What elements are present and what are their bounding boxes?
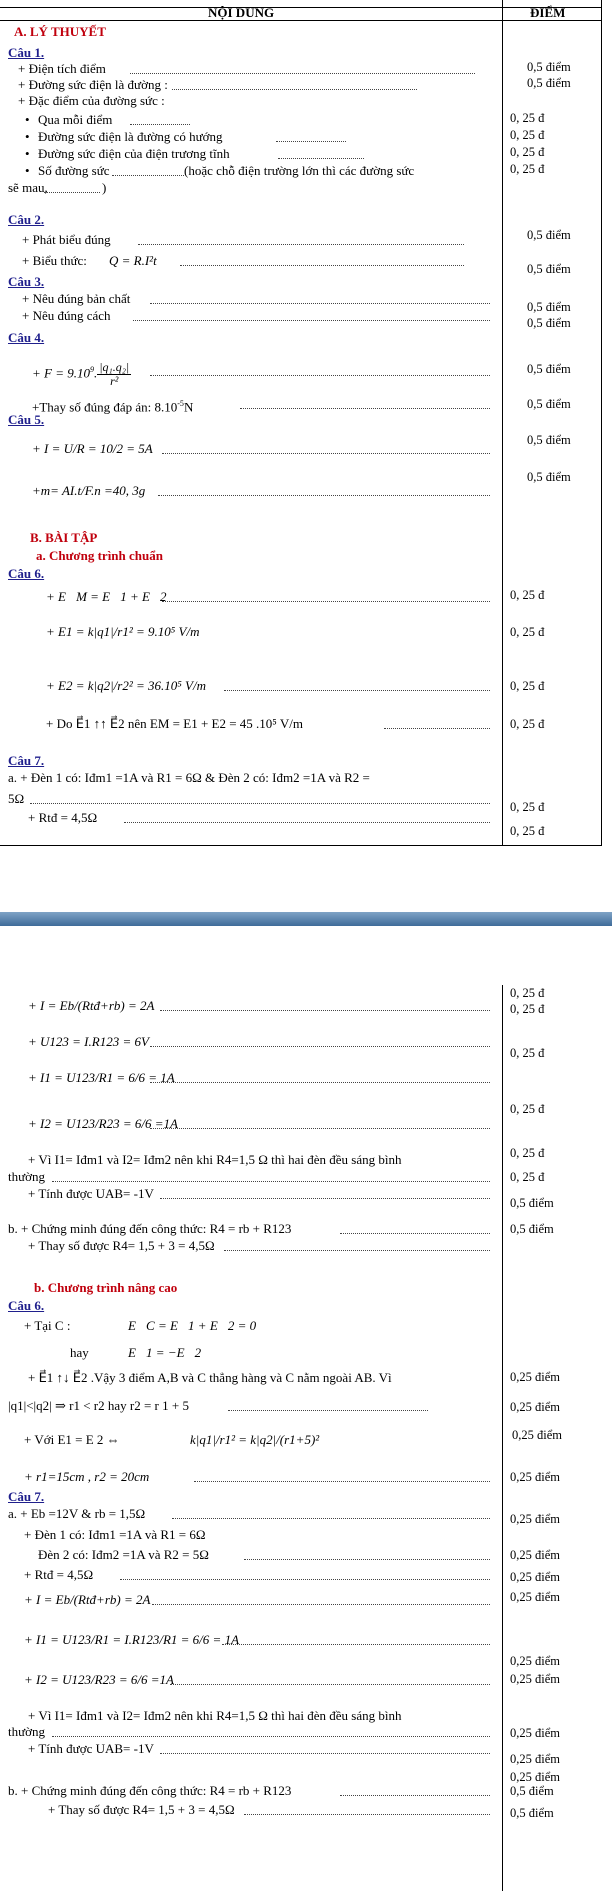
score-value: 0, 25 đ [510,824,545,838]
dotted-line [222,1644,490,1645]
dotted-line [138,244,464,245]
score-value: 0,5 điểm [527,362,571,376]
answer-line: |q1|<|q2| ⇒ r1 < r2 hay r2 = r 1 + 5 [8,1398,189,1413]
score-value: 0, 25 đ [510,1146,545,1160]
answer-line: + Điện tích điểm [18,61,106,76]
dotted-line [160,1198,490,1199]
dotted-line [228,1410,428,1411]
formula: + E2 = k|q2|/r2² = 36.10⁵ V/m [46,678,206,693]
score-value: 0,25 điểm [510,1752,560,1766]
dotted-line [172,89,417,90]
dotted-line [120,1579,490,1580]
subsection-title: b. Chương trình nâng cao [34,1280,178,1295]
answer-line: a. + Eb =12V & rb = 1,5Ω [8,1506,146,1521]
question-label: Câu 7. [8,753,45,768]
section-a-title: A. LÝ THUYẾT [14,24,106,39]
score-value: 0,25 điểm [510,1672,560,1686]
dotted-line [172,1518,490,1519]
score-value: 0, 25 đ [510,986,545,1000]
answer-line: + Biểu thức: [22,253,87,268]
score-value: 0, 25 đ [510,162,545,176]
dotted-line [52,1736,490,1737]
table-rule [0,7,601,8]
score-value: 0,5 điểm [510,1196,554,1210]
section-b-title: B. BÀI TẬP [30,530,98,545]
score-value: 0, 25 đ [510,625,545,639]
score-value: 0, 25 đ [510,111,545,125]
page-break [0,912,612,926]
dotted-line [133,320,490,321]
formula: E⃗1 = −E⃗2 [128,1345,202,1360]
dotted-line [162,601,490,602]
dotted-line [150,1046,490,1047]
dotted-line [170,1684,490,1685]
question-label: Câu 6. [8,1298,45,1313]
answer-line: b. + Chứng minh đúng đến công thức: R4 = rb + R123 [8,1783,292,1798]
answer-line: + Rtđ = 4,5Ω [24,1567,94,1582]
score-value: 0, 25 đ [510,1102,545,1116]
dotted-line [340,1795,490,1796]
dotted-line [150,375,490,376]
score-value: 0,25 điểm [510,1570,560,1584]
dotted-line [278,158,364,159]
dotted-line [224,690,490,691]
score-value: 0, 25 đ [510,1046,545,1060]
column-divider [502,985,503,1891]
score-value: 0,25 điểm [510,1512,560,1526]
answer-line: + Đường sức điện là đường : [18,77,168,92]
content-header: NỘI DUNG [208,5,275,20]
formula: k|q1|/r1² = k|q2|/(r1+5)² [190,1432,320,1447]
question-label: Câu 2. [8,212,45,227]
dotted-line [44,192,100,193]
answer-line: thường [8,1169,46,1184]
score-value: 0,25 điểm [510,1370,560,1384]
score-header: ĐIỂM [530,5,566,20]
formula: + I = Eb/(Rtđ+rb) = 2A [24,1592,151,1607]
score-value: 0,5 điểm [527,76,571,90]
answer-line: + Phát biểu đúng [22,232,111,247]
answer-line: + Vì I1= Iđm1 và I2= Iđm2 nên khi R4=1,5 Ω thì hai đèn đều sáng bình [28,1708,402,1723]
dotted-line [340,1233,490,1234]
dotted-line [244,1559,490,1560]
score-value: 0,25 điểm [510,1654,560,1668]
dotted-line [180,265,464,266]
answer-bullet: • Số đường sức [38,163,110,178]
answer-line: a. + Đèn 1 có: Iđm1 =1A và R1 = 6Ω & Đèn 2 có: Iđm2 =1A và R2 = [8,770,370,785]
score-value: 0, 25 đ [510,800,545,814]
question-label: Câu 3. [8,274,45,289]
formula: + I2 = U123/R23 = 6/6 =1A [24,1672,174,1687]
score-value: 0, 25 đ [510,128,545,142]
dotted-line [124,822,490,823]
question-label: Câu 1. [8,45,45,60]
score-value: 0,5 điểm [527,300,571,314]
table-rule [0,845,602,846]
answer-line: + Đèn 1 có: Iđm1 =1A và R1 = 6Ω [24,1527,206,1542]
dotted-line [276,141,346,142]
dotted-line [160,1753,490,1754]
table-rule [0,20,601,21]
dotted-line [30,803,490,804]
answer-line: + Nêu đúng bản chất [22,291,131,306]
dotted-line [162,453,490,454]
score-value: 0,5 điểm [527,316,571,330]
dotted-line [52,1181,490,1182]
formula: +m= AI.t/F.n =40, 3g [32,483,146,498]
answer-bullet: • Đường sức điện của điện trương tĩnh [38,146,230,161]
dotted-line [224,1250,490,1251]
dotted-line [150,303,490,304]
formula: + $F = 9.10^9$. $\frac{\text{|q₁.q₂|}}{\text{r²}}$ [32,360,130,388]
formula: Q = R.I²t [109,253,157,268]
formula: + I1 = U123/R1 = 6/6 = 1A [28,1070,175,1085]
formula: + I = Eb/(Rtđ+rb) = 2A [28,998,155,1013]
score-value: 0,5 điểm [527,262,571,276]
dotted-line [244,1814,490,1815]
score-value: 0,5 điểm [510,1222,554,1236]
dotted-line [130,73,475,74]
score-value: 0,25 điểm [512,1428,562,1442]
score-value: 0,25 điểm [510,1400,560,1414]
dotted-line [130,124,190,125]
formula: + E⃗M = E⃗1 + E⃗2 [46,589,167,604]
score-value: 0, 25 đ [510,679,545,693]
score-value: 0, 25 đ [510,717,545,731]
score-value: 0,5 điểm [510,1806,554,1820]
question-label: Câu 4. [8,330,45,345]
answer-line: + Tại C : [24,1318,71,1333]
question-label: Câu 6. [8,566,45,581]
score-value: 0,25 điểm [510,1548,560,1562]
answer-line: 5Ω [8,791,25,806]
answer-line: + Nêu đúng cách [22,308,111,323]
answer-line: Đèn 2 có: Iđm2 =1A và R2 = 5Ω [38,1547,209,1562]
formula: + I1 = U123/R1 = I.R123/R1 = 6/6 = 1A [24,1632,240,1647]
dotted-line [152,1604,490,1605]
column-divider [502,0,503,845]
formula: + U123 = I.R123 = 6V [28,1034,149,1049]
score-value: 0,25 điểm [510,1770,560,1784]
question-label: Câu 5. [8,412,45,427]
answer-line: + Đặc điểm của đường sức : [18,93,165,108]
dotted-line [150,1128,490,1129]
score-value: 0,5 điểm [527,470,571,484]
answer-bullet: • Đường sức điện là đường có hướng [38,129,223,144]
answer-line: (hoặc chỗ điện trường lớn thì các đường sức [184,163,415,178]
answer-bullet: • Qua mỗi điểm [38,112,112,127]
dotted-line [384,728,490,729]
formula: + r1=15cm , r2 = 20cm [24,1469,150,1484]
answer-line: +Thay số đúng đáp án: $8.10^{-5}N$ [32,399,194,415]
answer-line: hay [70,1345,89,1360]
subsection-title: a. Chương trình chuẩn [36,548,163,563]
score-value: 0, 25 đ [510,145,545,159]
answer-line: + Với E1 = E 2 ⇔ [24,1432,120,1447]
formula: + I2 = U123/R23 = 6/6 =1A [28,1116,178,1131]
answer-line: + Thay số được R4= 1,5 + 3 = 4,5Ω [48,1802,235,1817]
answer-line: thường [8,1724,46,1739]
dotted-line [112,175,184,176]
answer-line: + E⃗1 ↑↓ E⃗2 .Vậy 3 điểm A,B và C thẳng hàng và C nằm ngoài AB. Vì [28,1370,392,1385]
score-value: 0,5 điểm [527,228,571,242]
score-value: 0, 25 đ [510,588,545,602]
answer-line: sẽ mau, [8,180,48,195]
dotted-line [240,408,490,409]
answer-line: + Rtđ = 4,5Ω [28,810,98,825]
score-value: 0,5 điểm [527,60,571,74]
formula: E⃗C = E⃗1 + E⃗2 = 0⃗ [128,1318,267,1333]
answer-line: + Tính được UAB= -1V [28,1741,154,1756]
dotted-line [158,495,490,496]
formula: + E1 = k|q1|/r1² = 9.10⁵ V/m [46,624,200,639]
score-value: 0, 25 đ [510,1170,545,1184]
score-value: 0,5 điểm [510,1784,554,1798]
answer-line: ) [102,180,107,195]
score-value: 0,25 điểm [510,1590,560,1604]
table-border [601,0,602,845]
score-value: 0, 25 đ [510,1002,545,1016]
dotted-line [194,1481,490,1482]
score-value: 0,25 điểm [510,1726,560,1740]
answer-line: + Thay số được R4= 1,5 + 3 = 4,5Ω [28,1238,215,1253]
dotted-line [150,1082,490,1083]
formula: + I = U/R = 10/2 = 5A [32,441,153,456]
answer-line: + Tính được UAB= -1V [28,1186,154,1201]
answer-line: + Do E⃗1 ↑↑ E⃗2 nên EM = E1 + E2 = 45 .10⁵ V/m [46,716,303,731]
score-value: 0,5 điểm [527,397,571,411]
score-value: 0,25 điểm [510,1470,560,1484]
answer-line: + Vì I1= Iđm1 và I2= Iđm2 nên khi R4=1,5 Ω thì hai đèn đều sáng bình [28,1152,402,1167]
answer-line: b. + Chứng minh đúng đến công thức: R4 = rb + R123 [8,1221,292,1236]
score-value: 0,5 điểm [527,433,571,447]
dotted-line [160,1010,490,1011]
question-label: Câu 7. [8,1489,45,1504]
